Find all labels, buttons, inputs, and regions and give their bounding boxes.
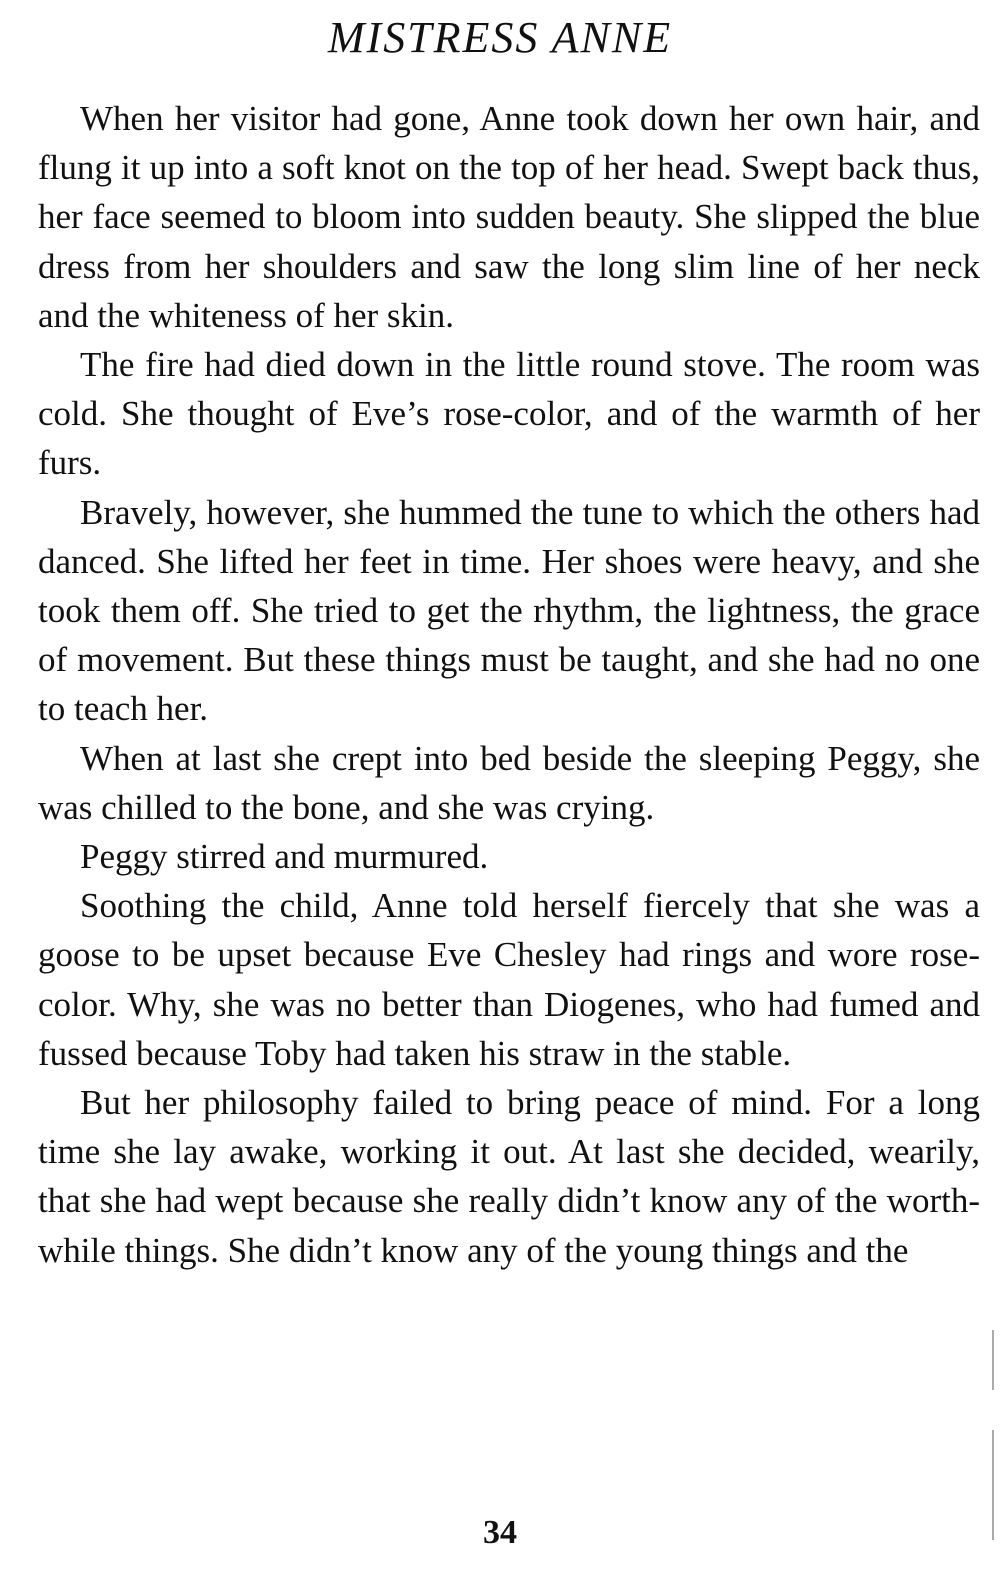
page-number: 34	[483, 1514, 517, 1551]
running-head: MISTRESS ANNE	[327, 13, 673, 62]
paragraph: Bravely, however, she hummed the tune to which the others had danced. She lifted her feet in time. Her shoes were heavy, and she took them off. She tried to get the rhythm, the lightness, the grace of movement. But these things must be taught, and she had no one to teach her.	[38, 492, 980, 729]
paragraph: But her philosophy failed to bring peace of mind. For a long time she lay awake, working it out. At last she decided, wearily, that she had wept because she really didn’t know any of the worth-while things. She didn’t know any of the young things and the	[38, 1083, 980, 1270]
scan-edge-mark	[992, 1330, 994, 1390]
scan-edge-mark	[992, 1430, 994, 1540]
paragraph: When her visitor had gone, Anne took down her own hair, and flung it up into a soft knot on the top of her head. Swept back thus, her face seemed to bloom into sudden beauty. She slipped the blue dress from her shoulders and saw the long slim line of her neck and the whiteness of her skin.	[38, 99, 980, 335]
paragraph: Peggy stirred and murmured.	[80, 837, 489, 877]
paragraph: Soothing the child, Anne told herself fiercely that she was a goose to be upset because Eve Chesley had rings and wore rose-color. Why, she was no better than Diogenes, who had fumed and fussed because Toby had taken his straw in the stable.	[38, 886, 980, 1073]
body-text	[38, 94, 980, 1275]
paragraph: The fire had died down in the little round stove. The room was cold. She thought of Eve’s rose-color, and of the warmth of her furs.	[38, 345, 980, 483]
paragraph: When at last she crept into bed beside the sleeping Peggy, she was chilled to the bone, and she was crying.	[38, 738, 980, 827]
